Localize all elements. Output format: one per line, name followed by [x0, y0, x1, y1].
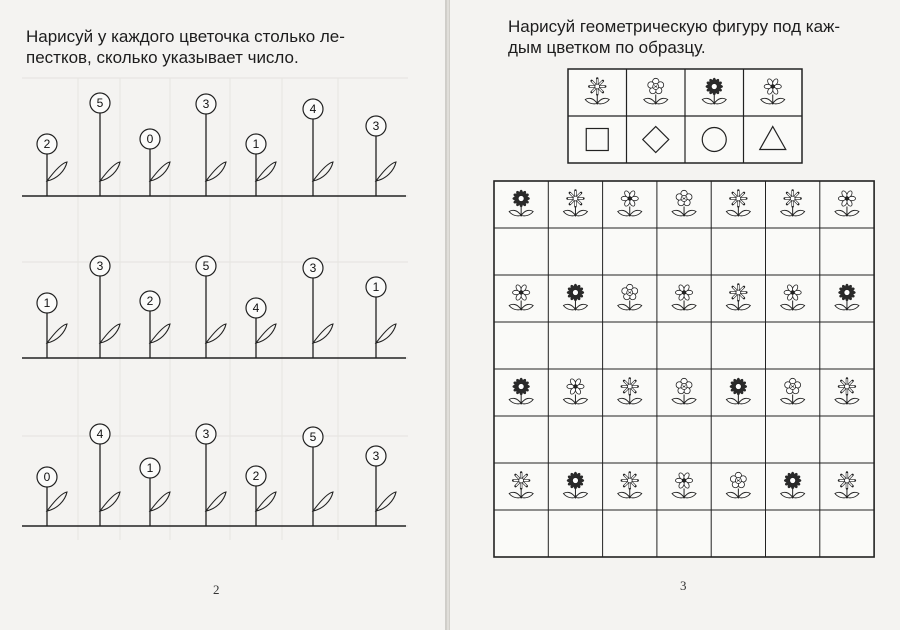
center	[711, 84, 717, 90]
flower-stem	[37, 134, 67, 196]
exercise-grid	[494, 181, 874, 557]
right-page	[450, 0, 900, 630]
leaf	[313, 324, 333, 343]
flower-stem	[303, 427, 333, 526]
leaf	[256, 324, 276, 343]
leaf	[100, 162, 120, 181]
flower-stem	[246, 466, 276, 526]
flower-stem	[196, 424, 226, 526]
flower-stem	[90, 93, 120, 196]
leaf	[100, 492, 120, 511]
leaf	[206, 492, 226, 511]
center	[572, 478, 578, 484]
left-instruction: Нарисуй у каждого цветочка столько ле- пестков, сколько указывает число.	[26, 27, 345, 67]
petal-count-number: 1	[146, 461, 154, 475]
petal-count-number: 1	[372, 280, 380, 294]
flower-stem	[37, 467, 67, 526]
flower-stem	[196, 94, 226, 196]
center	[595, 84, 600, 89]
center	[682, 290, 686, 294]
petal-count-number: 4	[252, 301, 260, 315]
leaf	[47, 492, 67, 511]
flower-stem	[140, 129, 170, 196]
center	[790, 196, 795, 201]
center	[736, 290, 741, 295]
flower-stem	[196, 256, 226, 358]
center	[628, 196, 632, 200]
flower-stem	[140, 291, 170, 358]
left-page	[0, 0, 446, 630]
flower-stem	[303, 258, 333, 358]
center	[845, 196, 849, 200]
leaf	[206, 162, 226, 181]
center	[518, 196, 524, 202]
flower-stem	[140, 458, 170, 526]
petal-count-number: 3	[96, 259, 104, 273]
flower-stem	[366, 446, 396, 526]
center	[627, 384, 632, 389]
center	[845, 478, 850, 483]
center	[736, 196, 741, 201]
petal-count-number: 5	[202, 259, 210, 273]
petal-count-number: 4	[309, 102, 317, 116]
center	[790, 290, 794, 294]
leaf	[256, 492, 276, 511]
petal-count-number: 3	[372, 449, 380, 463]
flower-stem	[37, 293, 67, 358]
center	[573, 196, 578, 201]
shapes-grid-exercise	[450, 0, 900, 630]
petal-count-number: 3	[372, 119, 380, 133]
flower-stem	[366, 277, 396, 358]
flower-stem	[90, 256, 120, 358]
petal-count-number: 0	[146, 132, 154, 146]
leaf	[313, 162, 333, 181]
page-number-left: 2	[213, 582, 220, 597]
petal-count-number: 5	[96, 96, 104, 110]
leaf	[100, 324, 120, 343]
flower-stem	[303, 99, 333, 196]
leaf	[47, 162, 67, 181]
center	[519, 478, 524, 483]
leaf	[150, 324, 170, 343]
page-number-right: 3	[680, 578, 687, 593]
flower-stem	[246, 298, 276, 358]
petal-count-number: 2	[43, 137, 51, 151]
petal-count-number: 2	[252, 469, 260, 483]
center	[627, 478, 632, 483]
right-instruction: Нарисуй геометрическую фигуру под каж- дым цветком по образцу.	[508, 17, 841, 57]
petal-count-number: 3	[202, 97, 210, 111]
center	[573, 384, 577, 388]
legend-table	[568, 69, 802, 163]
center	[518, 384, 524, 390]
petal-count-number: 5	[309, 430, 317, 444]
petal-count-number: 3	[309, 261, 317, 275]
petal-count-number: 2	[146, 294, 154, 308]
flower-stem	[90, 424, 120, 526]
center	[844, 290, 850, 296]
petal-count-number: 0	[43, 470, 51, 484]
center	[790, 478, 796, 484]
center	[519, 290, 523, 294]
flower-stem	[366, 116, 396, 196]
petal-count-number: 1	[43, 296, 51, 310]
center	[735, 384, 741, 390]
center	[682, 478, 686, 482]
leaf	[150, 162, 170, 181]
center	[845, 384, 850, 389]
leaf	[206, 324, 226, 343]
leaf	[376, 324, 396, 343]
petal-count-number: 1	[252, 137, 260, 151]
leaf	[256, 162, 276, 181]
center	[572, 290, 578, 296]
leaf	[376, 162, 396, 181]
petal-count-number: 3	[202, 427, 210, 441]
flower-stem	[246, 134, 276, 196]
leaf	[376, 492, 396, 511]
center	[771, 84, 775, 88]
leaf	[313, 492, 333, 511]
petal-count-number: 4	[96, 427, 104, 441]
leaf	[150, 492, 170, 511]
flower-petals-exercise	[0, 0, 446, 630]
leaf	[47, 324, 67, 343]
